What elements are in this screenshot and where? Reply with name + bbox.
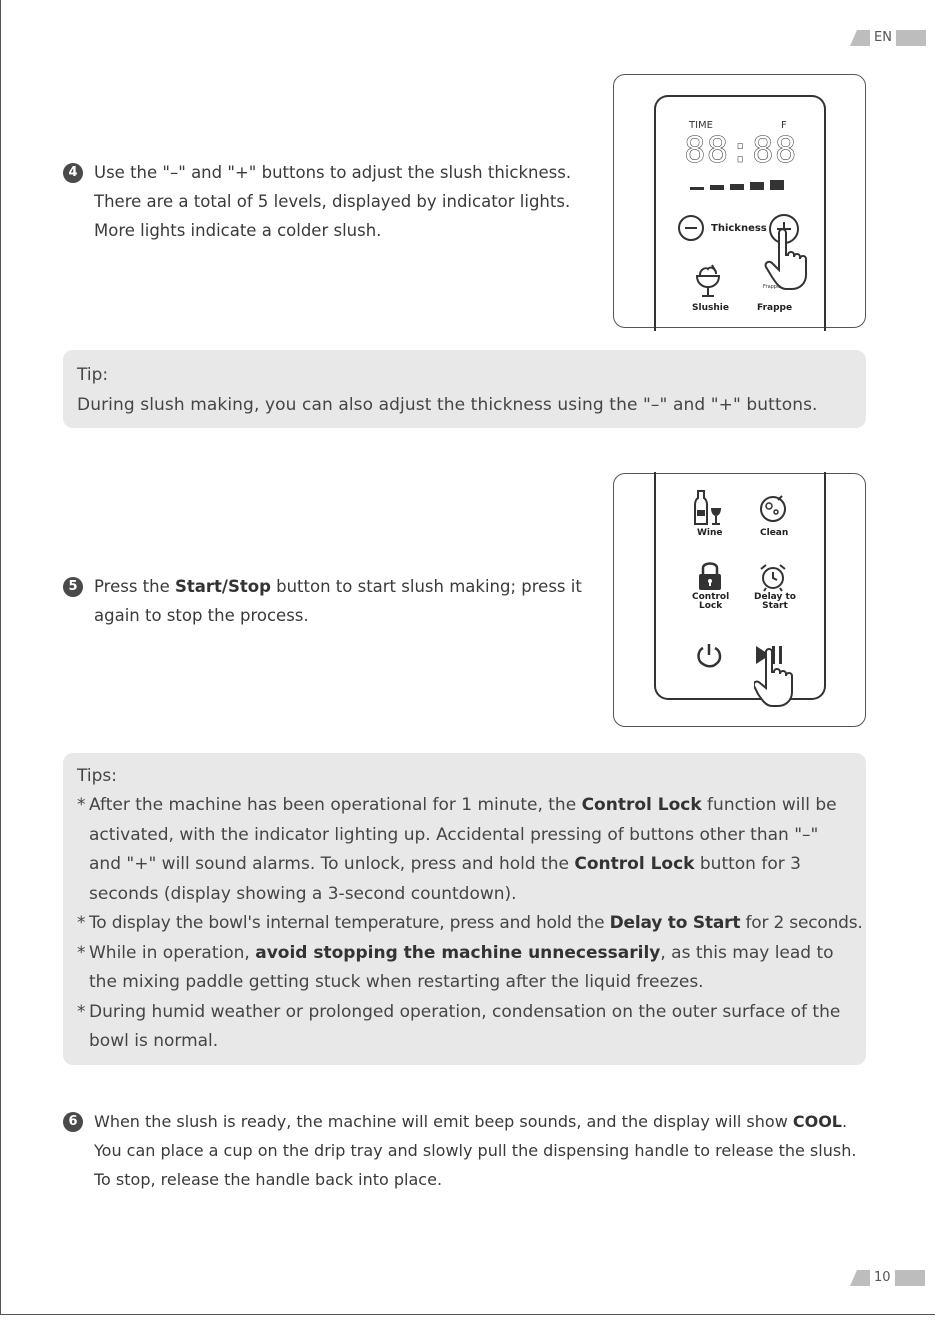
tip-text: , as this may lead to the mixing paddle getting stuck when restarting after the liquid freezes. xyxy=(89,942,834,992)
slushie-icon xyxy=(694,263,722,299)
step-text: When the slush is ready, the machine will emit beep sounds, and the display will show xyxy=(94,1112,793,1131)
cool-term: COOL xyxy=(792,1112,842,1131)
step-number: 4 xyxy=(63,163,83,183)
tip-text: After the machine has been operational for 1 minute, the xyxy=(89,795,582,815)
delay-to-start-label xyxy=(754,593,796,611)
frappe-cup-label: Frappe xyxy=(763,284,781,290)
delay-line: Start xyxy=(762,601,788,611)
step-line: Use the "–" and "+" buttons to adjust the slush thickness. xyxy=(94,163,572,182)
time-label: TIME xyxy=(689,120,714,131)
thickness-label: Thickness xyxy=(711,223,767,234)
tip-text: While in operation, xyxy=(89,942,256,963)
f-label: F xyxy=(781,120,787,131)
bullet-star: * xyxy=(77,913,86,933)
delay-to-start-term: Delay to Start xyxy=(609,913,741,933)
page-number-tag xyxy=(850,1270,925,1286)
bullet-star: * xyxy=(77,1001,86,1022)
step-text: Press the xyxy=(94,577,175,596)
step-line: There are a total of 5 levels, displayed by indicator lights. xyxy=(94,192,571,211)
step-number: 5 xyxy=(63,577,83,597)
digit-readout: 88:88 xyxy=(684,130,798,171)
thickness-level-bars xyxy=(690,177,790,191)
clean-icon xyxy=(758,494,788,524)
start-stop-icon[interactable] xyxy=(754,640,804,710)
step-line: You can place a cup on the drip tray and slowly pull the dispensing handle to release the slush. xyxy=(94,1141,857,1160)
language-tag xyxy=(850,30,926,46)
slushie-label: Slushie xyxy=(692,303,729,313)
clean-label: Clean xyxy=(760,528,789,538)
tips-box xyxy=(63,753,866,1065)
delay-line: Delay to xyxy=(754,592,796,602)
step-line: To stop, release the handle back into place. xyxy=(94,1170,443,1189)
tip-text: for 2 seconds. xyxy=(740,913,863,933)
control-lock-line: Control xyxy=(692,592,730,602)
step-4 xyxy=(63,158,571,245)
wine-icon xyxy=(694,488,724,526)
tips-title: Tips: xyxy=(77,766,117,786)
step-text: . xyxy=(842,1112,848,1131)
lock-icon xyxy=(697,560,723,592)
bullet-star: * xyxy=(77,942,86,963)
tip-item xyxy=(77,939,852,998)
wine-label: Wine xyxy=(697,528,723,538)
step-line: More lights indicate a colder slush. xyxy=(94,221,382,240)
alarm-clock-icon xyxy=(758,562,788,592)
digit-display xyxy=(684,130,798,171)
control-lock-term: Control Lock xyxy=(581,795,702,815)
page-number: 10 xyxy=(874,1270,891,1285)
tip-title: Tip: xyxy=(77,365,109,385)
tip-text: During humid weather or prolonged operation, condensation on the outer surface of the bowl is normal. xyxy=(89,1001,841,1051)
control-panel-illustration xyxy=(613,74,866,328)
tip-text: function will be activated, with the indicator lighting up. Accidental pressing of buttons other than "–" and "+" will sound alarms. To unlock, press and hold the xyxy=(89,795,837,874)
language-label: EN xyxy=(874,30,892,45)
step-text: button to start slush making; press it xyxy=(270,577,582,596)
tip-text: button for 3 seconds (display showing a 3-second countdown). xyxy=(89,854,801,904)
step-line: again to stop the process. xyxy=(94,606,309,625)
tip-item xyxy=(77,791,852,909)
power-icon[interactable] xyxy=(694,640,724,670)
frappe-label: Frappe xyxy=(757,303,793,313)
minus-button[interactable] xyxy=(678,215,704,241)
start-stop-term: Start/Stop xyxy=(175,577,271,596)
control-lock-line: Lock xyxy=(698,601,723,611)
tip-item xyxy=(77,909,863,939)
tip-text: To display the bowl's internal temperature, press and hold the xyxy=(89,913,610,933)
step-6 xyxy=(63,1107,856,1194)
warning-term: avoid stopping the machine unnecessarily xyxy=(255,942,661,963)
tip-body: During slush making, you can also adjust the thickness using the "–" and "+" buttons. xyxy=(77,395,818,415)
step-5 xyxy=(63,572,582,630)
tip-box xyxy=(63,350,866,428)
bullet-star: * xyxy=(77,795,86,815)
tip-item xyxy=(77,998,852,1057)
control-panel-illustration xyxy=(613,473,866,727)
step-line xyxy=(94,572,582,601)
control-lock-label xyxy=(692,593,729,611)
step-number: 6 xyxy=(63,1112,83,1132)
control-lock-term: Control Lock xyxy=(574,854,695,874)
step-line xyxy=(94,1107,856,1136)
